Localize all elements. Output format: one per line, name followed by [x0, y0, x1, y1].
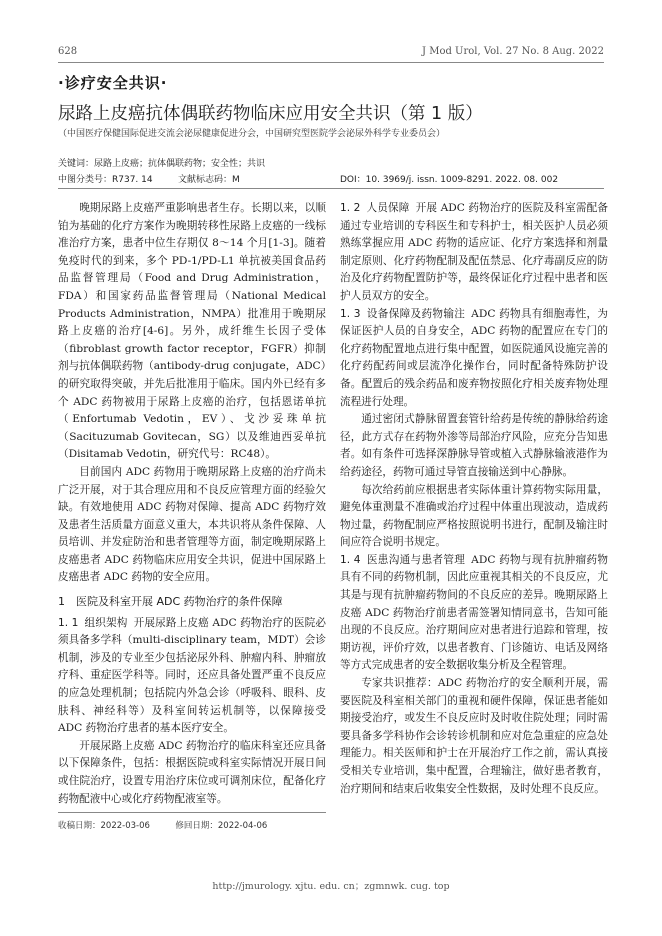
section-1-heading: 1 医院及科室开展 ADC 药物治疗的条件保障: [58, 595, 283, 609]
section-1-1-number: 1. 1: [58, 616, 79, 629]
section-1-4-text: ADC 药物与现有抗肿瘤药物具有不同的药物机制，因此应重视其相关的不良反应，尤其是与现有抗肿瘤药物间的不良反应的差异。晚期尿路上皮癌 ADC 药物治疗前患者需签署知情同意书，告知可能出现的不良反应。治疗期间应对患者进行追踪和管理，按期访视，评价疗效，以患者教育、门诊随访、电话及网络等方式完成患者的安全数据收集分析及全程管理。: [340, 553, 608, 672]
intro-paragraph-1: 晚期尿路上皮癌严重影响患者生存。长期以来，以顺铂为基础的化疗方案作为晚期转移性尿路上皮癌的一线标准治疗方案，患者中位生存期仅 8～14 个月[1-3]。随着免疫时代的到来，多个 PD-1/PD-L1 单抗被美国食品药品监督管理局（Food and Drug Administration，FDA）和国家药品监督管理局（National Medical Products Administration，NMPA）批准用于晚期尿路上皮癌的治疗[4-6]。另外，成纤维生长因子受体（fibroblast growth factor receptor，FGFR）抑制剂与抗体偶联药物（antibody-drug conjugate，ADC）的研究取得突破，并先后批准用于临床。国内外已经有多个 ADC 药物被用于尿路上皮癌的治疗，包括恩诺单抗（Enfortumab Vedotin，EV）、戈沙妥珠单抗（Sacituzumab Govitecan，SG）以及维迪西妥单抗（Disitamab Vedotin，研究代号：RC48）。: [58, 202, 326, 461]
article-title: 尿路上皮癌抗体偶联药物临床应用安全共识（第 1 版）: [58, 104, 483, 124]
intro-paragraph-2: 目前国内 ADC 药物用于晚期尿路上皮癌的治疗尚未广泛开展，对于其合理应用和不良反应管理方面的经验欠缺。有效地使用 ADC 药物对保障、提高 ADC 药物疗效及患者生活质量方面意义重大，本共识将从条件保障、人员培训、并发症防治和患者管理等方面，制定晚期尿路上皮癌患者 ADC 药物临床应用安全共识，促进中国尿路上皮癌患者 ADC 药物的安全应用。: [58, 465, 326, 584]
section-1-3-heading: 设备保障及药物输注: [366, 307, 466, 320]
section-1-3-paragraph-3: 每次给药前应根据患者实际体重计算药物实际用量，避免体重测量不准确或治疗过程中体重出现波动，造成药物过量，药物配制应严格按照说明书进行，配制及输注时间应符合说明书规定。: [340, 483, 608, 549]
left-column: [58, 200, 326, 808]
section-1-4-number: 1. 4: [340, 553, 361, 566]
header-rule: [58, 62, 604, 63]
section-label: ·诊疗安全共识·: [58, 74, 168, 92]
section-1-1-heading: 组织架构: [84, 616, 128, 629]
section-1-1-text: 开展尿路上皮癌 ADC 药物治疗的医院必须具备多学科（multi-disciplinary team，MDT）会诊机制，涉及的专业至少包括泌尿外科、肿瘤内科、肿瘤放疗科、重症医学科等。同时，还应具备处置严重不良反应的应急处理机制；包括院内外急会诊（呼吸科、眼科、皮肤科、神经科等）及科室间转运机制等，以保障接受 ADC 药物治疗患者的基本医疗安全。: [58, 616, 327, 735]
doi-line: DOI：10. 3969/j. issn. 1009-8291. 2022. 08. 002: [340, 175, 559, 185]
page-number: 628: [58, 46, 78, 57]
section-1-2-number: 1. 2: [340, 202, 361, 214]
classification-number: 中图分类号：R737. 14: [58, 175, 153, 185]
authors-line: （中国医疗保健国际促进交流会泌尿健康促进分会，中国研究型医院学会泌尿外科学专业委员会）: [58, 129, 446, 139]
footer-url: http://jmurology. xjtu. edu. cn；zgmnwk. cug. top: [212, 881, 450, 892]
document-code: 文献标志码：M: [178, 175, 240, 185]
right-column: [340, 200, 608, 798]
section-1-4-heading: 医患沟通与患者管理: [366, 553, 466, 566]
expert-recommendation: 专家共识推荐：ADC 药物治疗的安全顺利开展，需要医院及科室相关部门的重视和硬件保障，保证患者能如期接受治疗，或发生不良反应时及时收住院处理；同时需要具备多学科协作会诊转诊机制和应对危急重症的应急处理能力。相关医师和护士在开展治疗工作之前，需认真接受相关专业培训，集中配置，合理输注，做好患者教育，治疗期间和结束后收集安全性数据，及时处理不良反应。: [340, 677, 608, 795]
section-1-4: [340, 552, 608, 675]
received-rule: [58, 812, 326, 813]
section-1-2: [340, 200, 608, 306]
section-1-1: [58, 615, 326, 738]
section-1-1-paragraph-2: 开展尿路上皮癌 ADC 药物治疗的临床科室还应具备以下保障条件，包括：根据医院或科室实际情况开展日间或住院治疗，设置专用治疗床位或可调剂床位，配备化疗药物配液中心或化疗药物配液室等。: [58, 739, 326, 805]
section-1-3-paragraph-2: 通过密闭式静脉留置套管针给药是传统的静脉给药途径，此方式存在药物外渗等局部治疗风险，应充分告知患者。如有条件可选择深静脉导管或植入式静脉输液港作为给药途径，药物可通过导管直接输送到中心静脉。: [340, 413, 608, 478]
section-1-2-heading: 人员保障: [366, 202, 410, 214]
journal-running-head: J Mod Urol, Vol. 27 No. 8 Aug. 2022: [422, 46, 604, 57]
meta-rule: [58, 188, 604, 189]
keywords-line: 关键词：尿路上皮癌；抗体偶联药物；安全性；共识: [58, 159, 266, 169]
received-dates: 收稿日期：2022-03-06 修回日期：2022-04-06: [58, 821, 268, 831]
section-1-3-text: ADC 药物具有细胞毒性，为保证医护人员的自身安全，ADC 药物的配置应在专门的化疗药物配置地点进行集中配置，如医院通风设施完善的化疗药配药间或层流净化操作台，同时配备特殊防护设备。配置后的残余药品和废弃物按照化疗相关废弃物处理流程进行处理。: [340, 307, 608, 408]
section-1-3: [340, 306, 608, 412]
section-1-3-number: 1. 3: [340, 307, 361, 320]
section-1-2-text: 开展 ADC 药物治疗的医院及科室需配备通过专业培训的专科医生和专科护士，相关医护人员必须熟练掌握应用 ADC 药物的适应证、化疗方案选择和剂量制定原则、化疗药物配制及配伍禁忌、化疗毒副反应的防治及化疗药物配置防护等，最终保证化疗过程中患者和医护人员双方的安全。: [340, 202, 609, 302]
